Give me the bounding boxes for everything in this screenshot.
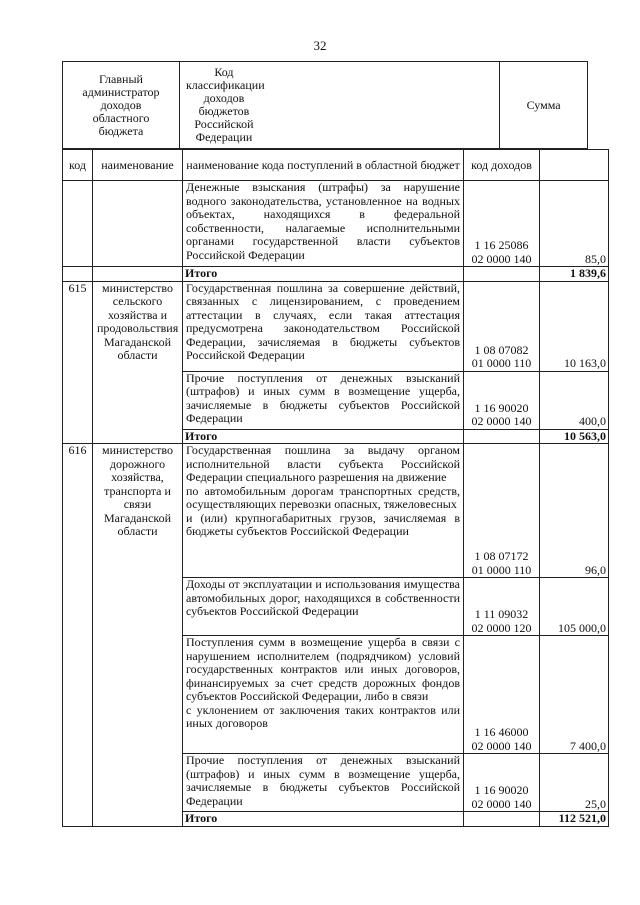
table-header-block bbox=[62, 61, 588, 149]
header-classification: Код классификации доходов бюджетов Российской Федерации bbox=[179, 62, 499, 149]
table-row: 616 министерство дорожного хозяйства, транспорта и связи Магаданской области Государственная пошлина за выдачу органом исполнительной власти субъекта Российской Федерации специального разрешения на движение по автомобильным дорогам транспортных средств, осуществляющих перевозки опасных, тяжеловесных и (или) крупногабаритных грузов, зачисляемая в бюджеты субъектов Российской Федерации 1 08 07172 01 0000 110 96,0 bbox=[63, 444, 609, 578]
table-row-total: Итого 112 521,0 bbox=[63, 812, 609, 827]
header-admin: Главный администратор доходов областного бюджета bbox=[63, 62, 180, 149]
table-row: Поступления сумм в возмещение ущерба в связи с нарушением исполнителем (подрядчиком) условий государственных контрактов или иных договоров, финансируемых за счет средств дорожных фондов субъектов Российской Федерации, либо в связи с уклонением от заключения таких контрактов или иных договоров 1 16 46000 02 0000 140 7 400,0 bbox=[63, 636, 609, 754]
table-row-total: Итого 1 839,6 bbox=[63, 267, 609, 282]
col-code: код bbox=[63, 150, 93, 181]
table-row: 615 министерство сельского хозяйства и продовольствия Магаданской области Государственная пошлина за совершение действий, связанных с лицензированием, с проведением аттестации в случаях, если такая аттестация предусмотрена законодательством Российской Федерации, зачисляемая в бюджеты субъектов Российской Федерации 1 08 07082 01 0000 110 10 163,0 bbox=[63, 281, 609, 371]
col-income-name: наименование кода поступлений в областной бюджет bbox=[183, 150, 464, 181]
table-row: Денежные взыскания (штрафы) за нарушение водного законодательства, установленное на водных объектах, находящихся в федеральной собственности, налагаемые исполнительными органами государственной власти субъектов Российской Федерации 1 16 25086 02 0000 140 85,0 bbox=[63, 181, 609, 267]
admin-code: 615 bbox=[63, 281, 93, 444]
table-row: Прочие поступления от денежных взысканий (штрафов) и иных сумм в возмещение ущерба, зачисляемые в бюджеты субъектов Российской Федерации 1 16 90020 02 0000 140 400,0 bbox=[63, 371, 609, 429]
table-row: Доходы от эксплуатации и использования имущества автомобильных дорог, находящихся в собственности субъектов Российской Федерации 1 11 09032 02 0000 120 105 000,0 bbox=[63, 578, 609, 636]
table-row: Прочие поступления от денежных взысканий (штрафов) и иных сумм в возмещение ущерба, зачисляемые в бюджеты субъектов Российской Федерации 1 16 90020 02 0000 140 25,0 bbox=[63, 754, 609, 812]
revenue-table bbox=[62, 149, 609, 827]
col-income-code: код доходов bbox=[464, 150, 540, 181]
admin-code: 616 bbox=[63, 444, 93, 827]
admin-name: министерство дорожного хозяйства, транспорта и связи Магаданской области bbox=[93, 444, 183, 827]
page-number: 32 bbox=[313, 38, 327, 53]
col-amount bbox=[540, 150, 609, 181]
header-sum: Сумма bbox=[500, 62, 588, 149]
table-row-total: Итого 10 563,0 bbox=[63, 429, 609, 444]
col-name: наименование bbox=[93, 150, 183, 181]
admin-name: министерство сельского хозяйства и продовольствия Магаданской области bbox=[93, 281, 183, 444]
